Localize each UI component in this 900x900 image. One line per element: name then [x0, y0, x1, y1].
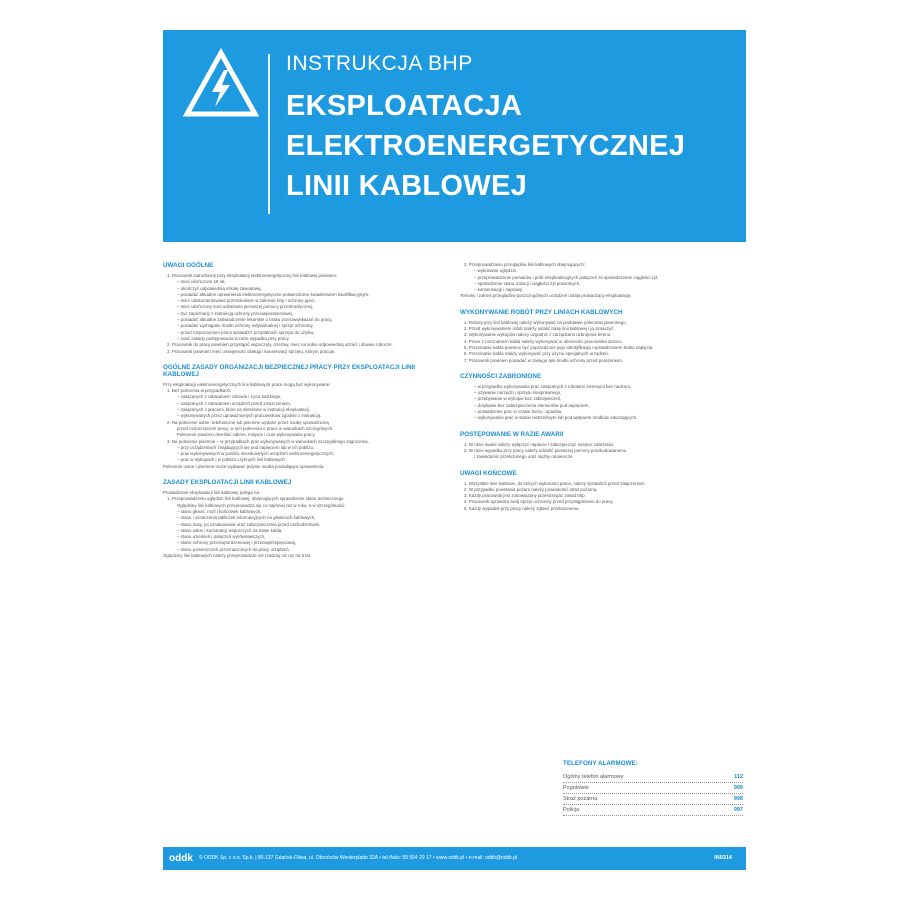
section-heading: CZYNNOŚCI ZABRONIONE [460, 372, 542, 380]
text-line: – stanu trasy, jej oznakowania oraz zabezpieczenia przed uszkodzeniami, [177, 521, 321, 527]
section-heading: WYKONYWANIE ROBÓT PRZY LINIACH KABLOWYCH [460, 308, 623, 316]
poster-footer [163, 847, 746, 870]
phone-label: Policja [563, 807, 580, 813]
text-line: – stanu ochrony przeciwporażeniowej i przeciwprzepięciowej, [177, 540, 297, 546]
poster-header [163, 30, 746, 242]
text-line: – stanu i oznaczenia tabliczek informacyjnych na głowicach kablowych, [177, 515, 316, 521]
text-line: – przy urządzeniach znajdujących się pod napięciem lub w ich pobliżu, [177, 444, 315, 450]
text-line: – używanie narzędzi i sprzętu niesprawnego, [474, 390, 562, 396]
phone-label: Pogotowie [563, 785, 589, 791]
header-divider [268, 54, 270, 214]
text-line: – stanu uziemień i połączeń wyrównawczych, [177, 534, 266, 540]
text-line: przed rozpoczęciem pracy, w tym polecenia o prace w warunkach szczególnych. [177, 425, 334, 431]
text-line: Oględziny linii kablowych należy przeprowadzać nie rzadziej niż raz na 5 lat. [163, 552, 312, 558]
text-line: Oględziny linii kablowych przeprowadza się co najmniej raz w roku, a w szczególności: [177, 502, 346, 508]
text-line: 4. Pracownik sprawdza swój sprzęt ochronny przed przystąpieniem do pracy. [464, 499, 614, 505]
text-line: – stanu pomieszczeń przeznaczonych do pracy urządzeń. [177, 546, 290, 552]
high-voltage-warning-icon [183, 48, 259, 120]
phone-row [563, 805, 743, 816]
title-line-1: EKSPLOATACJA [286, 90, 523, 122]
text-line: 2. Przed wykonywaniem robót należy ustalić trasę linii kablowej i ją oznaczyć. [464, 326, 615, 332]
text-line: – posiadać wymagane środki ochrony indywidualnej i sprzęt ochronny, [177, 323, 314, 329]
text-line: 1. Bez polecenia w przypadkach: [167, 388, 232, 394]
bhp-poster [163, 30, 746, 870]
text-line: – posiadać aktualne uprawnienia elektroenergetyczne potwierdzone świadectwem kwalifikacyjnym, [177, 291, 370, 297]
text-line: 6. Przecinanie kabla należy wykonywać przy użyciu specjalnych urządzeń. [464, 351, 609, 357]
text-line: – sprawdzenie stanu izolacji i ciągłości żył powrotnych, [474, 280, 581, 286]
text-line: – wykonywanych przez upoważnionych pracowników zgodnie z instrukcją. [177, 413, 322, 419]
emergency-phones [563, 760, 743, 816]
text-line: Przy eksploatacji elektroenergetycznych linii kablowych prace mogą być wykonywane: [163, 381, 331, 387]
text-line: – dotykanie bez zabezpieczenia elementów pod napięciem, [474, 402, 590, 408]
text-line: – prac w wykopach i w pobliżu czynnych linii kablowych. [177, 457, 287, 463]
text-line: 2. Pracownik do pracy powinien przystąpić wypoczęty, trzeźwy, mieć na sobie odpowiednią odzież i obuwie robocze. [167, 342, 393, 348]
text-line: 7. Pracownik powinien posiadać w zasięgu ręki środki ochrony przed porażeniem. [464, 357, 623, 363]
text-line: – mieć ukończone 18 lat, [177, 279, 226, 285]
section-heading: POSTĘPOWANIE W RAZIE AWARII [460, 430, 564, 438]
left-column [163, 262, 433, 559]
text-line: 2. Przeprowadzaniu przeglądów linii kablowych obejmujących: [464, 262, 586, 267]
text-line: – znać zasady postępowania w razie wypadku przy pracy. [177, 335, 290, 341]
text-line: – posiadać aktualne zaświadczenie lekarskie o braku przeciwwskazań do pracy, [177, 317, 333, 323]
text-line: – wykonanie oględzin, [474, 268, 518, 274]
text-line: 1. Pracownik zatrudniony przy eksploatacji elektroenergetycznej linii kablowej powinien: [167, 273, 338, 278]
phone-row [563, 772, 743, 783]
oddk-logo: oddk [169, 853, 193, 864]
phones-heading: TELEFONY ALARMOWE: [563, 760, 638, 767]
title-line-3: LINII KABLOWEJ [286, 170, 528, 202]
text-line: 3. Na polecenie pisemne – w przypadkach prac wykonywanych w warunkach szczególnego zagrożenia, [167, 438, 369, 444]
phone-number: 997 [733, 807, 743, 813]
phone-number: 998 [733, 796, 743, 802]
text-line: – związanych z pracami, które są określone w instrukcji eksploatacji, [177, 407, 310, 413]
text-line: 2. Na polecenie ustne: telefoniczne lub pisemne wydane przez osobę upoważnioną [167, 419, 329, 425]
right-column [460, 262, 730, 512]
page-title [286, 86, 726, 206]
text-line: – prowadzenie prac w czasie burzy i opadów, [474, 409, 563, 415]
text-line: 5. Każdy wypadek przy pracy należy zgłosić przełożonemu. [464, 505, 580, 511]
text-line: 1. Wszystkie linie kablowe, do których wykonano prace, należy sprawdzić przed załączeniem. [464, 480, 646, 486]
text-line: 1. Roboty przy linii kablowej należy wykonywać na podstawie polecenia pisemnego. [464, 319, 627, 325]
text-line: – związanych z ratowaniem urządzeń przed zniszczeniem, [177, 400, 291, 406]
text-line: – konserwację i naprawy. [474, 287, 523, 293]
text-line: 1. W razie awarii należy wyłączyć napięcie i zabezpieczyć miejsce zdarzenia. [464, 441, 615, 447]
text-line: Polecenie ustne i pisemne może wydawać jedynie osoba posiadająca uprawnienia. [163, 463, 325, 469]
text-line: 5. Przecinanie kabla powinno być poprzedzone jego identyfikacją i sprawdzeniem braku napięcia. [464, 344, 654, 350]
text-line: – prac wykonywanych w pobliżu nieosłoniętych urządzeń elektroenergetycznych, [177, 451, 335, 457]
phone-row [563, 794, 743, 805]
text-line: – przed rozpoczęciem pracy sprawdzić przydatność sprzętu do użytku, [177, 329, 315, 335]
section-heading: ZASADY EKSPLOATACJI LINII KABLOWEJ [163, 479, 292, 487]
text-line: – związanych z ratowaniem zdrowia i życia ludzkiego, [177, 394, 282, 400]
text-line: 3. Wykonywanie wykopów należy uzgodnić z zarządcami uzbrojenia terenu. [464, 332, 612, 338]
text-line: 2. W przypadku powstania pożaru należy powiadomić straż pożarną. [464, 486, 598, 492]
text-line: Polecenie powinno określać zakres, miejsce i czas wykonywania pracy. [177, 432, 316, 438]
phone-label: Straż pożarna [563, 796, 598, 802]
title-line-2: ELEKTROENERGETYCZNEJ [286, 130, 686, 162]
text-line: – wykonywanie prac w stanie nietrzeźwym lub pod wpływem środków odurzających. [474, 415, 638, 421]
text-line: – mieć ukończony kurs udzielania pierwszej pomocy przedmedycznej, [177, 304, 314, 310]
text-line: – ukończyć odpowiednią szkołę zawodową, [177, 285, 262, 291]
text-line: – stanu głowic, mufi i końcówek kablowych, [177, 508, 262, 514]
phone-number: 112 [734, 774, 743, 780]
footer-address: © ODDK Sp. z o.o. Sp.k. | 80-137 Gdańsk-Oliwa, ul. Obrońców Westerplatte 32A • tel./faks: 58 554 29 17 • www.oddk.pl • e-mail: oddk@oddk.pl [199, 855, 518, 861]
phone-label: Ogólny telefon alarmowy [563, 774, 624, 780]
text-line: – mieć udokumentowane przeszkolenie w zakresie bhp i ochrony ppoż., [177, 298, 317, 304]
text-line: 3. Każdy pracownik jest zobowiązany przestrzegać zasad bhp. [464, 493, 586, 499]
text-line: 2. W razie wypadku przy pracy należy udzielić pierwszej pomocy poszkodowanemu [464, 447, 627, 453]
text-line: Prowadzenie eksploatacji linii kablowej polega na: [163, 490, 261, 496]
document-code: IN0314 [714, 855, 732, 861]
text-line: – przeprowadzenie pomiarów i prób eksploatacyjnych połączeń ze sprawdzeniem ciągłości żył, [474, 274, 659, 280]
text-line: – w przypadku wykonywania prac związanych z robotami ziemnymi bez nadzoru, [474, 383, 632, 389]
text-line: Terminy i zakres przeglądów poszczególnych urządzeń ustala prowadzący eksploatację. [460, 293, 632, 299]
text-line: – przebywanie w wykopie bez zabezpieczeń, [474, 396, 562, 402]
text-line: – stanu osłon i konstrukcji wsporczych na trasie kabla, [177, 527, 283, 533]
text-line: 1. Przeprowadzeniu oględzin linii kablowej, obejmujących sprawdzenie stanu technicznego. [167, 496, 345, 502]
text-line: – być zapoznany z instrukcją ochrony przeciwporażeniowej, [177, 310, 294, 316]
phone-row [563, 783, 743, 794]
section-heading: UWAGI KOŃCOWE [460, 469, 517, 477]
text-line: i zawiadomić przełożonego oraz służby ratownicze. [474, 454, 574, 460]
section-heading: OGÓLNE ZASADY ORGANIZACJI BEZPIECZNEJ PRACY PRZY EKSPLOATACJI LINII KABLOWEJ [163, 363, 416, 378]
instruction-kicker: INSTRUKCJA BHP [286, 52, 473, 75]
phone-number: 999 [733, 785, 743, 791]
text-line: 3. Pracownik powinien mieć umiejętność obsługi i konserwacji sprzętu, którym pracuje. [167, 348, 336, 354]
text-line: 4. Prace z rozcinaniem kabla należy wykonywać w obecności pracownika dozoru. [464, 338, 623, 344]
section-heading: UWAGI OGÓLNE [163, 262, 214, 269]
